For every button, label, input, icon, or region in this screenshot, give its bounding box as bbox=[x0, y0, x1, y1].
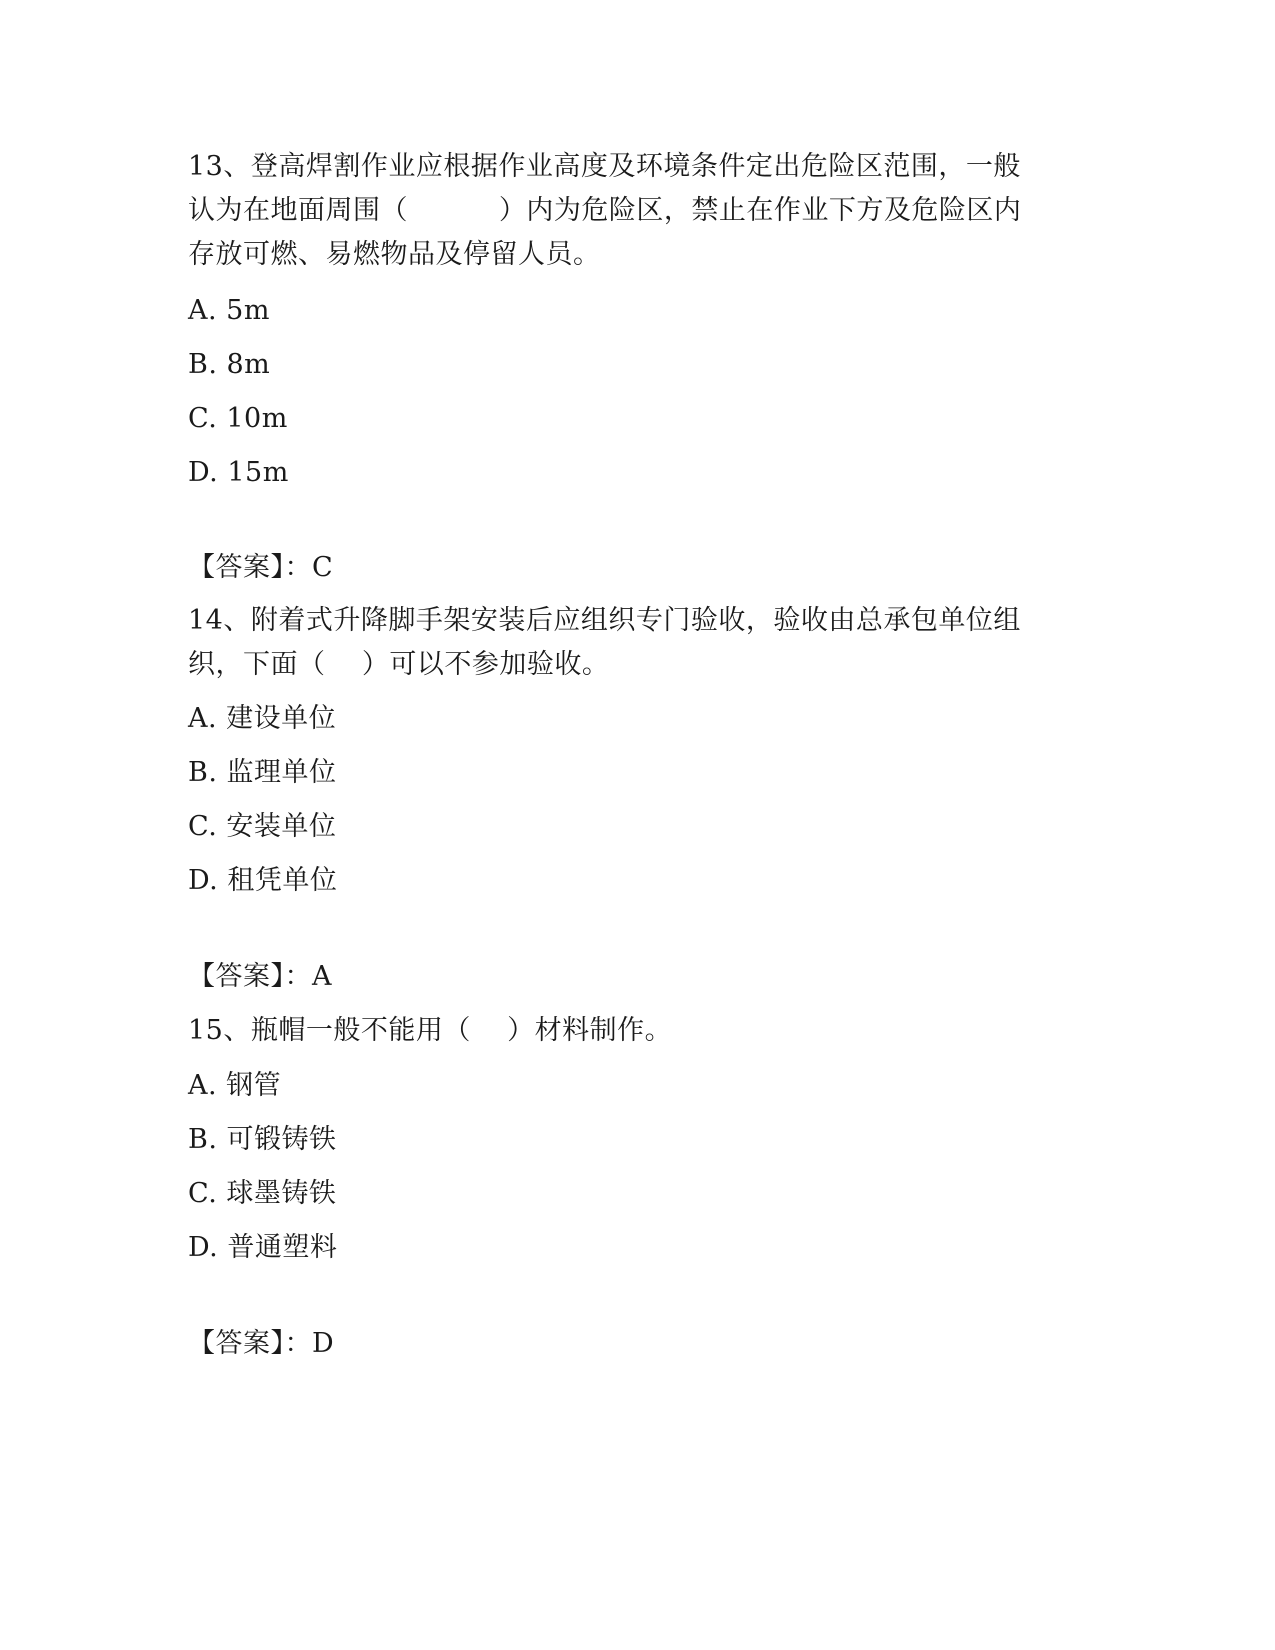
question-stem-line: 13、登高焊割作业应根据作业高度及环境条件定出危险区范围，一般 bbox=[188, 151, 1021, 182]
option-b: B. 可锻铸铁 bbox=[188, 1124, 337, 1155]
option-d: D. 普通塑料 bbox=[188, 1232, 338, 1263]
question-stem-line: 14、附着式升降脚手架安装后应组织专门验收，验收由总承包单位组 bbox=[188, 605, 1021, 636]
question-stem-line: 15、瓶帽一般不能用（ ）材料制作。 bbox=[188, 1015, 673, 1046]
option-c: C. 安装单位 bbox=[188, 811, 337, 842]
option-c: C. 球墨铸铁 bbox=[188, 1178, 337, 1209]
option-d: D. 租凭单位 bbox=[188, 865, 338, 896]
option-a: A. 钢管 bbox=[188, 1070, 282, 1101]
question-stem-line: 存放可燃、易燃物品及停留人员。 bbox=[188, 239, 601, 270]
option-c: C. 10m bbox=[188, 403, 288, 434]
answer-line: 【答案】：A bbox=[188, 961, 332, 992]
answer-line: 【答案】：C bbox=[188, 552, 334, 583]
option-b: B. 8m bbox=[188, 349, 271, 380]
option-b: B. 监理单位 bbox=[188, 757, 337, 788]
question-stem-line: 认为在地面周围（ ）内为危险区，禁止在作业下方及危险区内 bbox=[188, 195, 1022, 226]
answer-line: 【答案】：D bbox=[188, 1328, 335, 1359]
option-a: A. 建设单位 bbox=[188, 703, 337, 734]
option-d: D. 15m bbox=[188, 457, 289, 488]
question-stem-line: 织，下面（ ）可以不参加验收。 bbox=[188, 649, 610, 680]
option-a: A. 5m bbox=[188, 295, 270, 326]
